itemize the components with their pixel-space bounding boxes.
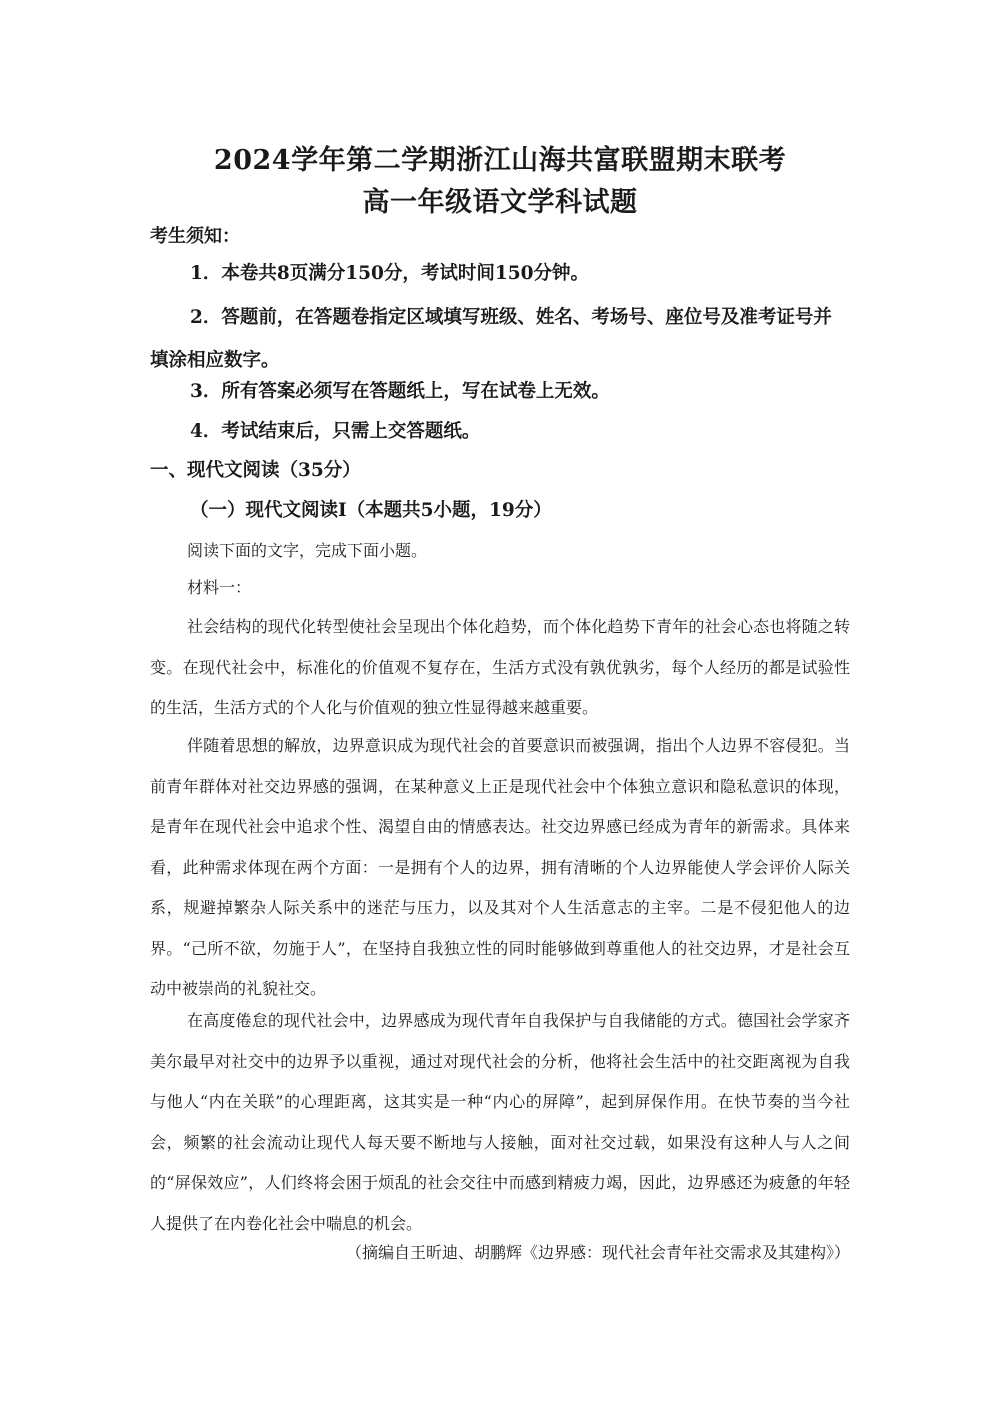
subsection-heading: （一）现代文阅读Ⅰ（本题共5小题，19分）: [190, 500, 552, 521]
notice-item-1: 1．本卷共8页满分150分，考试时间150分钟。: [190, 263, 589, 284]
paragraph-1: 社会结构的现代化转型使社会呈现出个体化趋势，而个体化趋势下青年的社会心态也将随之转变。在现代社会中，标准化的价值观不复存在，生活方式没有孰优孰劣，每个人经历的都是试验性的生活，生活方式的个人化与价值观的独立性显得越来越重要。: [150, 617, 850, 717]
exam-title: 2024学年第二学期浙江山海共富联盟期末联考: [213, 145, 787, 176]
source-citation: （摘编自王昕迪、胡鹏辉《边界感：现代社会青年社交需求及其建构》）: [345, 1243, 850, 1262]
notice-heading: 考生须知：: [150, 226, 240, 247]
notice-item-2: 2．答题前，在答题卷指定区域填写班级、姓名、考场号、座位号及准考证号并填涂相应数字。: [150, 307, 832, 371]
reading-instruction: 阅读下面的文字，完成下面小题。: [187, 541, 428, 560]
notice-item-4: 4．考试结束后，只需上交答题纸。: [190, 421, 481, 442]
paragraph-3: 在高度倦怠的现代社会中，边界感成为现代青年自我保护与自我储能的方式。德国社会学家齐美尔最早对社交中的边界予以重视，通过对现代社会的分析，他将社会生活中的社交距离视为自我与他人“内在关联”的心理距离，这其实是一种“内心的屏障”，起到屏保作用。在快节奏的当今社会，频繁的社会流动让现代人每天要不断地与人接触，面对社交过载，如果没有这种人与人之间的“屏保效应”，人们终将会困于烦乱的社会交往中而感到精疲力竭，因此，边界感还为疲惫的年轻人提供了在内卷化社会中喘息的机会。: [150, 1011, 850, 1233]
paragraph-2: 伴随着思想的解放，边界意识成为现代社会的首要意识而被强调，指出个人边界不容侵犯。当前青年群体对社交边界感的强调，在某种意义上正是现代社会中个体独立意识和隐私意识的体现，是青年在现代社会中追求个性、渴望自由的情感表达。社交边界感已经成为青年的新需求。具体来看，此种需求体现在两个方面：一是拥有个人的边界，拥有清晰的个人边界能使人学会评价人际关系，规避掉繁杂人际关系中的迷茫与压力，以及其对个人生活意志的主宰。二是不侵犯他人的边界。“己所不欲，勿施于人”，在坚持自我独立性的同时能够做到尊重他人的社交边界，才是社会互动中被崇尚的礼貌社交。: [150, 736, 850, 998]
material-label: 材料一：: [187, 578, 252, 597]
notice-item-3: 3．所有答案必须写在答题纸上，写在试卷上无效。: [190, 381, 610, 402]
exam-subtitle: 高一年级语文学科试题: [362, 187, 638, 218]
section-heading: 一、现代文阅读（35分）: [150, 460, 361, 481]
